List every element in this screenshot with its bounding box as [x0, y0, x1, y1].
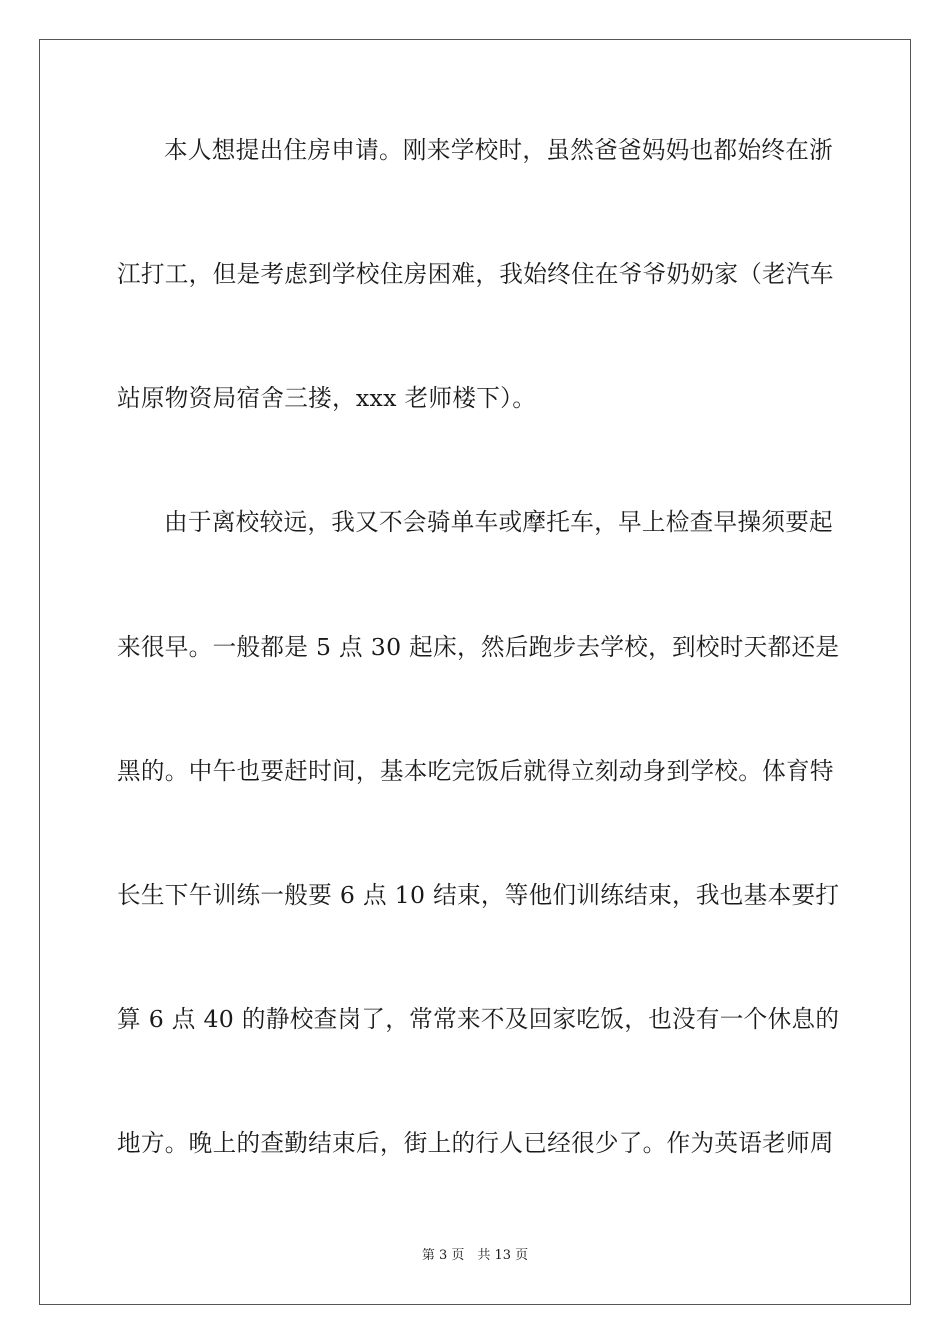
paragraph-2-line-2: 来很早。一般都是 5 点 30 起床，然后跑步去学校，到校时天都还是: [117, 633, 840, 661]
paragraph-1-line-1: 本人想提出住房申请。刚来学校时，虽然爸爸妈妈也都始终在浙: [164, 136, 834, 164]
paragraph-2-line-4: 长生下午训练一般要 6 点 10 结束，等他们训练结束，我也基本要打: [117, 881, 840, 909]
paragraph-1-line-2: 江打工，但是考虑到学校住房困难，我始终住在爷爷奶奶家（老汽车: [117, 260, 834, 288]
paragraph-2-line-1: 由于离校较远，我又不会骑单车或摩托车，早上检查早操须要起: [164, 508, 834, 536]
page-frame: [39, 39, 911, 1305]
paragraph-2-line-3: 黑的。中午也要赶时间，基本吃完饭后就得立刻动身到学校。体育特: [117, 757, 834, 785]
paragraph-2-line-6: 地方。晚上的查勤结束后，街上的行人已经很少了。作为英语老师周: [117, 1129, 834, 1157]
paragraph-1-line-3: 站原物资局宿舍三搂，xxx 老师楼下）。: [117, 384, 537, 412]
paragraph-2-line-5: 算 6 点 40 的静校查岗了，常常来不及回家吃饭，也没有一个休息的: [117, 1005, 840, 1033]
page-number-footer: 第 3 页 共 13 页: [421, 1248, 529, 1263]
